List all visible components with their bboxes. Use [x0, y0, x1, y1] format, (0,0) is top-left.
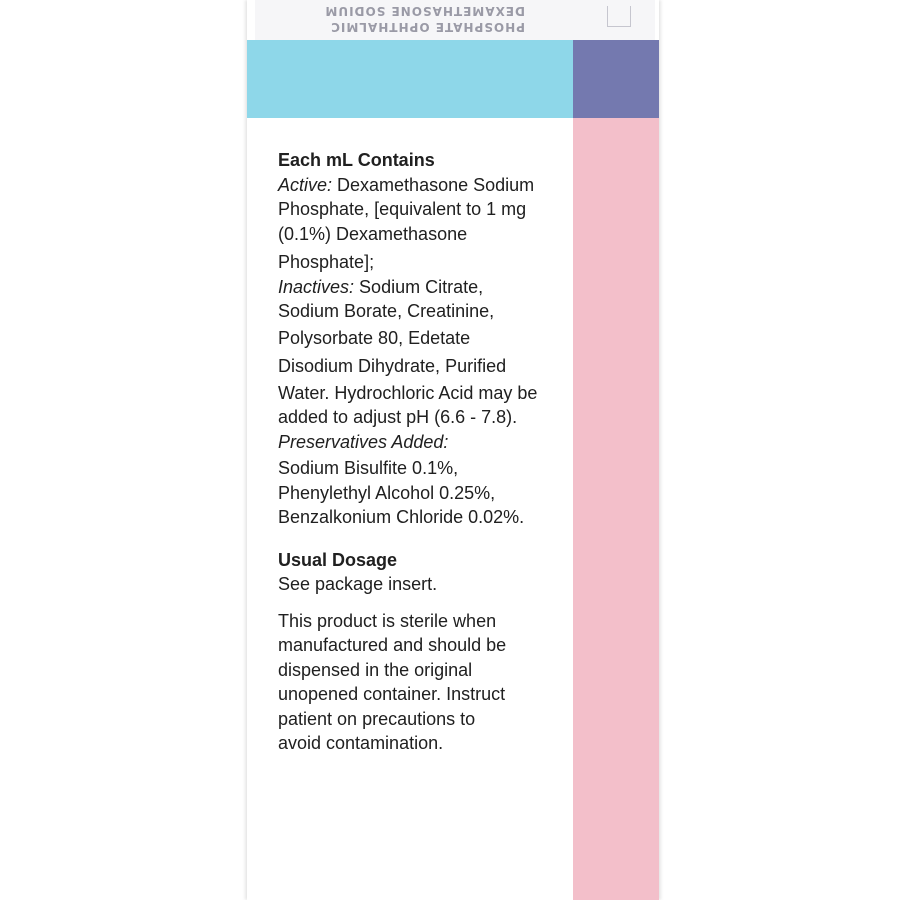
pink-color-band [573, 118, 659, 900]
contents-heading: Each mL Contains [278, 150, 435, 170]
section-gap [278, 530, 568, 548]
inactives-line-1 [278, 275, 568, 300]
inactives-text-1: Sodium Citrate, [354, 276, 484, 297]
carton-top-flap [255, 0, 655, 41]
preservatives-line-2: Phenylethyl Alcohol 0.25%, [278, 482, 496, 503]
inactives-label: Inactives: [278, 276, 355, 297]
inactives-line-6: added to adjust pH (6.6 - 7.8). [278, 407, 518, 427]
section-gap-2 [278, 597, 568, 609]
dosage-text: See package insert. [278, 574, 438, 594]
blue-color-band [247, 40, 573, 118]
label-text-panel [278, 148, 568, 756]
sterile-line-1: This product is sterile when [278, 610, 497, 631]
dosage-heading: Usual Dosage [278, 549, 398, 570]
active-line-1 [278, 173, 568, 198]
sterile-line-4: unopened container. Instruct [278, 684, 506, 704]
flap-text-line2: PHOSPHATE OPHTHALMIC [330, 20, 525, 34]
inactives-line-3: Polysorbate 80, Edetate [278, 327, 471, 348]
active-text-1: Dexamethasone Sodium [332, 174, 535, 195]
inactives-line-5: Water. Hydrochloric Acid may be [278, 382, 538, 403]
active-line-4: Phosphate]; [278, 252, 375, 272]
purple-color-block [573, 40, 659, 118]
flap-text-line1: DEXAMETHASONE SODIUM [324, 4, 525, 18]
active-label: Active: [278, 174, 333, 195]
preservatives-line-1: Sodium Bisulfite 0.1%, [278, 458, 459, 478]
preservatives-label: Preservatives Added: [278, 431, 449, 452]
sterile-line-6: avoid contamination. [278, 733, 444, 753]
sterile-line-3: dispensed in the original [278, 659, 473, 680]
sterile-line-2: manufactured and should be [278, 635, 507, 655]
active-line-3: (0.1%) Dexamethasone [278, 223, 468, 244]
sterile-line-5: patient on precautions to [278, 708, 476, 729]
active-line-2: Phosphate, [equivalent to 1 mg [278, 199, 527, 219]
flap-corner-mark [607, 6, 631, 27]
inactives-line-4: Disodium Dihydrate, Purified [278, 356, 507, 376]
inactives-line-2: Sodium Borate, Creatinine, [278, 301, 495, 321]
preservatives-line-3: Benzalkonium Chloride 0.02%. [278, 507, 525, 527]
preservatives-label-line [278, 430, 568, 455]
